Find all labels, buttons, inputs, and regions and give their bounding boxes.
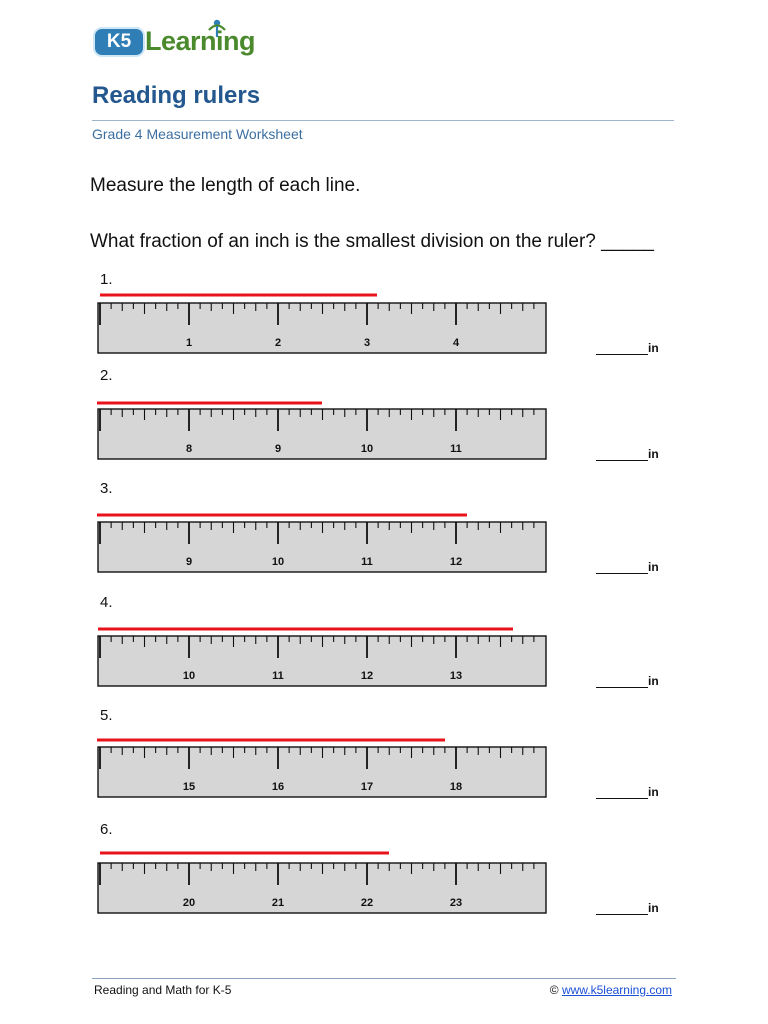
ruler-figure (94, 291, 554, 357)
answer-blank[interactable] (596, 902, 648, 915)
ruler-figure (94, 511, 554, 576)
k5-learning-logo (93, 17, 263, 61)
footer-credit (550, 983, 672, 997)
ruler-figure (94, 399, 554, 463)
answer-blank[interactable] (596, 786, 648, 799)
instruction-text: Measure the length of each line. (90, 175, 361, 196)
answer-field[interactable] (596, 785, 659, 799)
answer-unit: in (648, 785, 659, 799)
problem-number: 2. (100, 367, 113, 384)
ruler-figure (94, 736, 554, 801)
ruler-inch-label: 9 (274, 443, 282, 455)
problem-number: 4. (100, 594, 113, 611)
answer-field[interactable] (596, 674, 659, 688)
page-subtitle: Grade 4 Measurement Worksheet (92, 126, 303, 142)
ruler-inch-label: 13 (449, 670, 463, 682)
fraction-question: What fraction of an inch is the smallest division on the ruler? _____ (90, 231, 654, 252)
answer-field[interactable] (596, 901, 659, 915)
answer-blank[interactable] (596, 675, 648, 688)
answer-blank[interactable] (596, 448, 648, 461)
answer-unit: in (648, 447, 659, 461)
ruler-inch-label: 15 (182, 781, 196, 793)
problem-number: 3. (100, 480, 113, 497)
ruler-inch-label: 9 (185, 556, 193, 568)
answer-blank[interactable] (596, 342, 648, 355)
answer-field[interactable] (596, 560, 659, 574)
title-divider (92, 120, 674, 121)
ruler-inch-label: 4 (452, 337, 460, 349)
ruler-inch-label: 10 (271, 556, 285, 568)
footer-divider (92, 978, 676, 979)
page-title: Reading rulers (92, 82, 261, 109)
answer-field[interactable] (596, 341, 659, 355)
footer-website-link[interactable]: www.k5learning.com (561, 983, 672, 997)
answer-blank[interactable] (596, 561, 648, 574)
ruler-inch-label: 12 (449, 556, 463, 568)
copyright-symbol: © (549, 983, 559, 997)
answer-unit: in (648, 341, 659, 355)
ruler-inch-label: 21 (271, 897, 285, 909)
problem-number: 5. (100, 707, 113, 724)
ruler-inch-label: 17 (360, 781, 374, 793)
ruler-inch-label: 11 (272, 670, 284, 682)
problem-number: 1. (100, 271, 113, 288)
ruler-inch-label: 3 (363, 337, 371, 349)
logo-k5-badge: K5 (93, 27, 145, 57)
ruler-inch-label: 11 (361, 556, 373, 568)
ruler-inch-label: 22 (360, 897, 374, 909)
logo-figure-icon (206, 17, 228, 39)
ruler-inch-label: 10 (182, 670, 196, 682)
ruler-figure (94, 625, 554, 690)
ruler-inch-label: 11 (450, 443, 462, 455)
ruler-inch-label: 23 (449, 897, 463, 909)
ruler-inch-label: 18 (449, 781, 463, 793)
ruler-inch-label: 1 (185, 337, 193, 349)
problem-number: 6. (100, 821, 113, 838)
ruler-figure (94, 849, 554, 917)
answer-unit: in (648, 901, 659, 915)
ruler-inch-label: 2 (274, 337, 282, 349)
footer-tagline: Reading and Math for K-5 (94, 983, 232, 997)
ruler-inch-label: 20 (182, 897, 196, 909)
ruler-inch-label: 16 (271, 781, 285, 793)
logo-wordmark: Learning (145, 26, 256, 56)
ruler-inch-label: 8 (185, 443, 193, 455)
answer-unit: in (648, 674, 659, 688)
answer-unit: in (648, 560, 659, 574)
ruler-inch-label: 12 (360, 670, 374, 682)
answer-field[interactable] (596, 447, 659, 461)
ruler-inch-label: 10 (360, 443, 374, 455)
